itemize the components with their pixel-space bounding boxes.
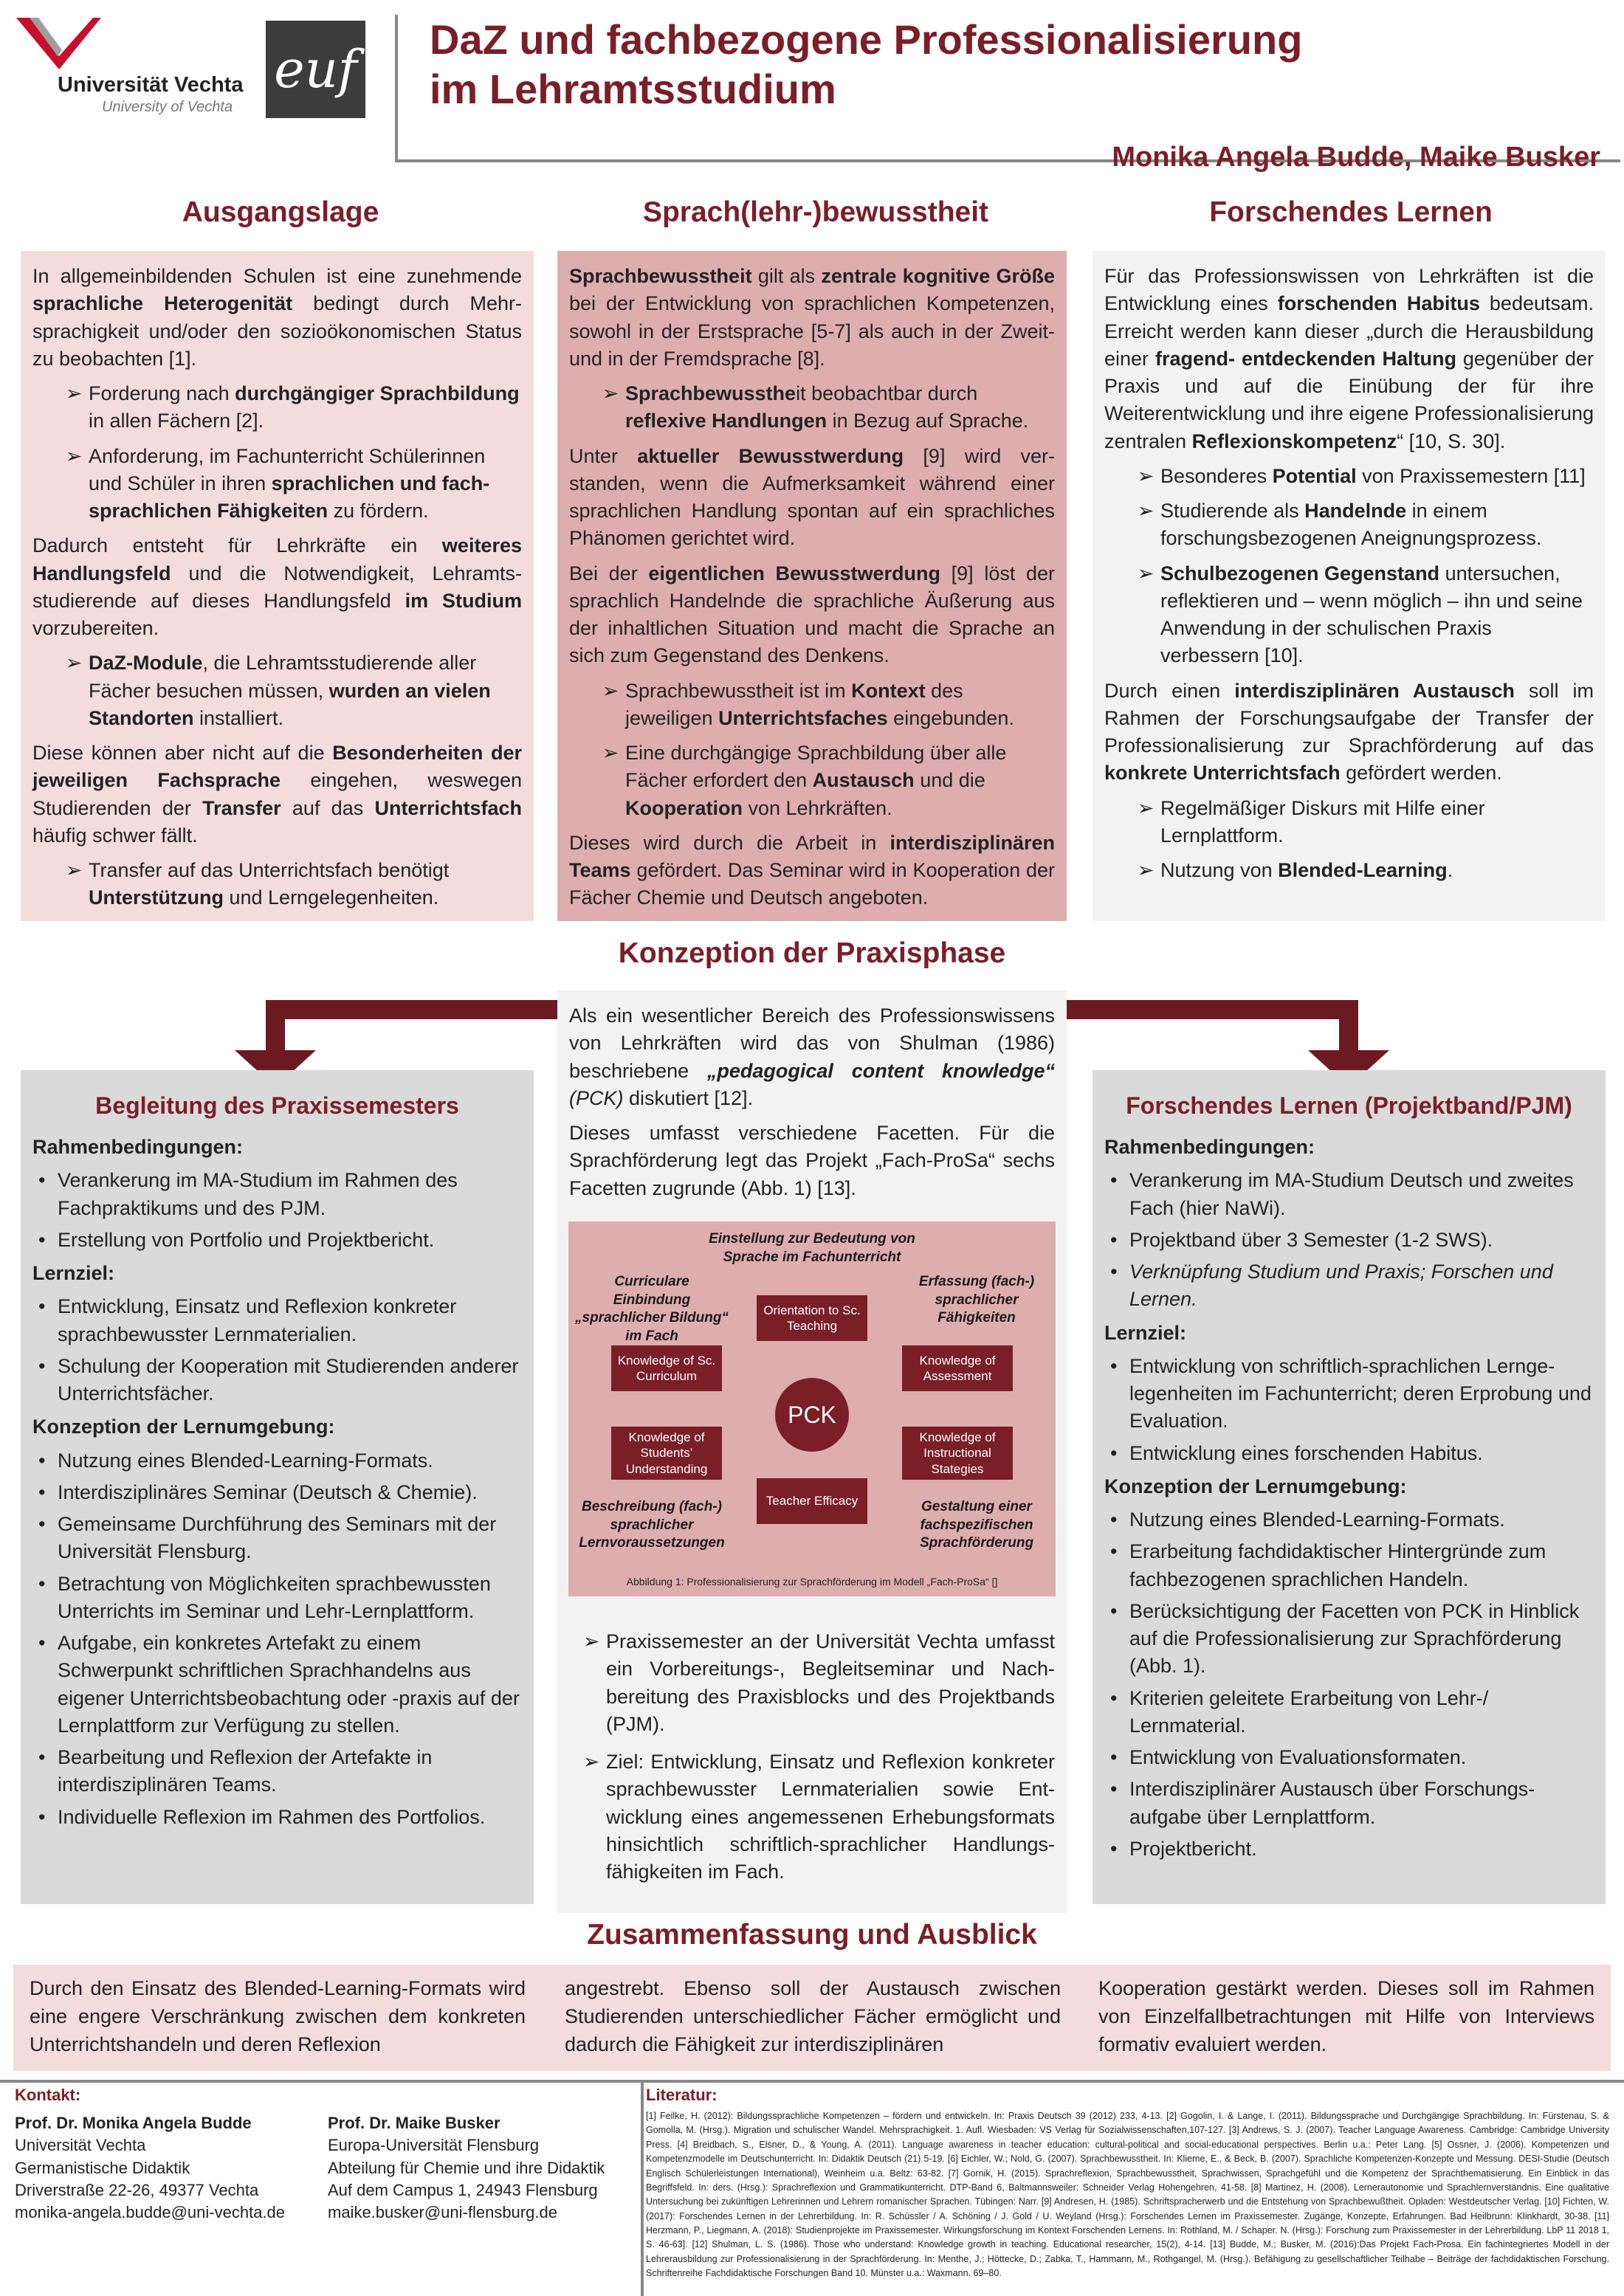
sprachbewusstheit-box [557, 251, 1067, 921]
ausgangslage-paragraph [32, 740, 522, 849]
projektband-heading: Rahmenbedingungen: [1104, 1136, 1315, 1159]
text: Eine durchgängige Sprachbildung über alle Fächer erfordert den [625, 742, 1007, 792]
text: gefördert werden. [1340, 762, 1502, 785]
contact-line: Abteilung für Chemie und ihre Didaktik [328, 2158, 605, 2177]
text: eingehen, weswegen Studierenden der [32, 769, 522, 819]
konzeption-paragraph [569, 1120, 1055, 1202]
text-bold: fragend- entdeckenden Haltung [1155, 347, 1456, 370]
projektband-item: • Projektband über 3 Semester (1-2 SWS). [1104, 1227, 1594, 1254]
text: Unter [569, 444, 638, 467]
forschend-bullet [1104, 857, 1594, 884]
text-bold: Transfer [202, 796, 281, 819]
fig-label-top: Einstellung zur Bedeutung von Sprache im Fachunterricht [709, 1231, 915, 1265]
zusammenfassung-col1: Durch den Einsatz des Blended-Learning-Formats wird eine engere Verschränkung zwischen dem konkreten Unterrichtshandeln und deren Reflexion [30, 1977, 526, 2055]
text-bold: interdisziplinären Teams [569, 831, 1055, 881]
text: Sprachbewusstheit ist im [625, 679, 852, 702]
section-title-forschendes-lernen: Forschendes Lernen [1209, 196, 1493, 228]
text: gegenüber der Praxis und auf die Einübung der für ihre Weiterentwicklung und ihre eigene Professionalisierung zentralen [1104, 347, 1594, 452]
projektband-heading: Konzeption der Lernumgebung: [1104, 1475, 1407, 1497]
projektband-item: • Entwicklung von Evaluationsformaten. [1104, 1744, 1594, 1771]
kontakt-label: Kontakt: [15, 2086, 81, 2104]
text-bold: eigentlichen Bewusstwerdung [648, 562, 941, 585]
node-students: Knowledge of Students’ Understanding [611, 1427, 722, 1480]
text-bold: Sprachbewussthe [625, 382, 796, 404]
contact-name: Prof. Dr. Maike Busker [328, 2114, 500, 2132]
text-bold: Unterrichtsfach [374, 796, 522, 819]
text-bold: sprachlichen und fachsprachlichen Fähigkeiten [89, 472, 490, 522]
text: bei der Entwicklung von sprachlichen Kompetenzen, sowohl in der Erstsprache [5-7] als auch in der Zweit- und in der Fremdsprache [8]. [569, 292, 1055, 370]
text: in allen Fächern [2]. [89, 410, 264, 432]
text: Transfer auf das Unterrichtsfach benötigt [89, 859, 450, 881]
projektband-item: • Nutzung eines Blended-Learning-Formats. [1104, 1506, 1594, 1534]
fig-label-left-top: Curriculare Einbindung „sprachlicher Bildung“ im Fach [575, 1274, 729, 1345]
contact-line: Driverstraße 22-26, 49377 Vechta [15, 2181, 259, 2200]
text: Für das Professionswissen von Lehrkräften ist die Entwicklung eines [1104, 265, 1594, 315]
text: zu fördern. [328, 500, 429, 522]
text: Regelmäßiger Diskurs mit Hilfe einer Lernplattform. [1160, 796, 1485, 847]
text: “ [10, S. 30]. [1397, 430, 1506, 452]
text-bold: interdisziplinären Austausch [1234, 679, 1515, 702]
text-bold: Kooperation [625, 796, 743, 819]
text: häufig schwer fällt. [32, 824, 198, 847]
text-bold: im Studium [405, 589, 522, 612]
projektband-item: • Interdisziplinärer Austausch über Forschungsaufgabe über Lernplattform. [1104, 1776, 1594, 1831]
projektband-item: • Projektbericht. [1104, 1835, 1594, 1863]
text-bold: Unterstützung [89, 886, 224, 909]
pck-figure [568, 1221, 1056, 1596]
poster-title-line1: DaZ und fachbezogene Professionalisierung [430, 16, 1303, 63]
text: eingebunden. [887, 706, 1014, 729]
sprach-bullet [569, 740, 1055, 822]
text-bold: Unterrichtsfaches [718, 706, 888, 729]
zusammenfassung-col3: Kooperation gestärkt werden. Dieses soll im Rahmen von Einzelfallbetrachtungen mit Hilfe von Interviews formativ evaluiert werden. [1098, 1977, 1594, 2055]
projektband-heading: Lernziel: [1104, 1321, 1187, 1344]
text: In allgemeinbildenden Schulen ist eine zunehmende [32, 265, 522, 287]
begleitung-box [21, 1070, 534, 1904]
projektband-item: • Verankerung im MA-Studium Deutsch und zweites Fach (hier NaWi). [1104, 1167, 1594, 1222]
text-bold: DaZ-Module [89, 652, 203, 675]
text-bold: durchgängiger Sprachbildung [235, 382, 520, 404]
contact-line: Universität Vechta [15, 2136, 146, 2155]
begleitung-heading: Lernziel: [32, 1262, 115, 1285]
text: in einem forschungsbezogenen Aneignungsprozess. [1160, 500, 1542, 550]
text-bold: reflexive Handlungen [625, 410, 828, 432]
text-bold: Besonderheiten der jeweiligen Fachsprache [32, 742, 522, 792]
text-bold-italic: „pedagogical content knowledge“ [706, 1059, 1055, 1082]
university-vechta-logo [16, 18, 101, 69]
konzeption-bullet: ➢ Ziel: Entwicklung, Einsatz und Reflexion konkreter sprachbewusster Lernmaterialien sowie Entwicklung eines angemessenen Erhebungsformats hinsichtlich schriftlich-sprachlicher Handlungsfähigkeiten im Fach. [569, 1748, 1055, 1886]
contact-busker [328, 2112, 645, 2224]
begleitung-item: • Betrachtung von Möglichkeiten sprachbewussten Unterrichts im Seminar und Lehr-Lernplattform. [32, 1571, 522, 1626]
ausgangslage-paragraph [32, 532, 522, 642]
node-curriculum: Knowledge of Sc. Curriculum [611, 1345, 722, 1391]
projektband-item: • Berücksichtigung der Facetten von PCK in Hinblick auf die Professionalisierung zur Sprachförderung (Abb. 1). [1104, 1598, 1594, 1680]
begleitung-heading: Konzeption der Lernumgebung: [32, 1416, 335, 1438]
poster-authors: Monika Angela Budde, Maike Busker [1112, 142, 1600, 173]
section-title-sprachbewusstheit: Sprach(lehr-)bewusstheit [642, 196, 989, 228]
contact-line: Europa-Universität Flensburg [328, 2136, 540, 2155]
text-bold: Schulbezogenen Gegenstand [1160, 562, 1440, 585]
contact-line: Germanistische Didaktik [15, 2158, 190, 2177]
contact-email[interactable]: monika-angela.budde@uni-vechta.de [15, 2203, 286, 2222]
node-assessment: Knowledge of Assessment [902, 1345, 1013, 1391]
node-efficacy: Teacher Efficacy [757, 1478, 867, 1524]
projektband-item: • Erarbeitung fachdidaktischer Hintergründe zum fachbezogenen sprachlichen Handeln. [1104, 1538, 1594, 1593]
text: , die Lehramtsstudierende aller Fächer besuchen müssen, [89, 652, 477, 702]
ausgangslage-paragraph [32, 263, 522, 373]
ausgangslage-bullet [32, 443, 522, 525]
forschendes-lernen-box [1093, 251, 1606, 921]
sprach-paragraph [569, 263, 1055, 373]
projektband-title: Forschendes Lernen (Projektband/PJM) [1126, 1092, 1572, 1119]
text: Anforderung, im Fachunterricht Schülerinnen und Schüler in ihren [89, 444, 486, 494]
node-orientation: Orientation to Sc. Teaching [757, 1295, 867, 1341]
text-bold: Sprachbewusstheit [569, 265, 752, 287]
text: Diese können aber nicht auf die [32, 742, 333, 764]
poster-title-line2: im Lehramtsstudium [430, 66, 836, 113]
poster-title [430, 15, 1581, 114]
node-pck: PCK [775, 1378, 849, 1452]
begleitung-item: • Erstellung von Portfolio und Projektbericht. [32, 1227, 522, 1254]
sprach-paragraph [569, 830, 1055, 912]
projektband-item: • Entwicklung von schriftlich-sprachlichen Lerngelegenheiten im Fachunterricht; deren Erprobung und Evaluation. [1104, 1353, 1594, 1435]
text: , wenn die Aufmerksamkeit während einer sprachlichen Handlung spontan auf ein sprachliches Phänomen gerichtet wird. [569, 472, 1055, 550]
projektband-item: • Verknüpfung Studium und Praxis; Forschen und Lernen. [1104, 1258, 1594, 1314]
begleitung-item: • Individuelle Reflexion im Rahmen des Portfolios. [32, 1804, 522, 1831]
section-title-konzeption: Konzeption der Praxisphase [618, 937, 1006, 969]
text-bold: Reflexionskompetenz [1191, 430, 1397, 452]
footer-divider-vertical [641, 2083, 644, 2296]
text: bedingt durch Mehrsprachigkeit und/oder den sozioökonomischen Status zu beobachten [1]. [32, 292, 523, 370]
text: Studierende als [1160, 500, 1305, 522]
text: von Lehrkräften. [743, 796, 892, 819]
text: und Lerngelegenheiten. [223, 886, 439, 909]
text: bedeutsam. Erreicht werden kann dieser „durch die Herausbildung einer [1104, 292, 1594, 370]
text-bold: Kontext [851, 679, 926, 702]
text: [9] löst der sprachlich Handelnde die sprachliche Äußerung aus der inhaltlichen Situation und macht die Sprache an sich zum Gegenstand des Denkens. [569, 562, 1055, 667]
forschend-bullet [1104, 795, 1594, 850]
konzeption-bullets [557, 1616, 1067, 1911]
text: Dieses umfasst verschiedene Facetten. Für die Sprachförderung legt das Projekt „Fach-ProSa“ sechs Facetten zugrunde (Abb. 1) [13]. [569, 1122, 1055, 1199]
text-bold: sprachliche Heterogenität [32, 292, 293, 315]
begleitung-item: • Verankerung im MA-Studium im Rahmen des Fachpraktikums und des PJM. [32, 1167, 522, 1222]
text: it beobachtbar durch [796, 382, 978, 404]
text: Besonderes [1160, 464, 1273, 487]
text: installiert. [193, 706, 284, 729]
contact-line: Auf dem Campus 1, 24943 Flensburg [328, 2181, 598, 2200]
begleitung-item: • Schulung der Kooperation mit Studierenden anderer Unterrichtsfächer. [32, 1353, 522, 1408]
forschend-bullet [1104, 497, 1594, 553]
forschend-bullet [1104, 463, 1594, 490]
text-italic: (PCK) [569, 1086, 624, 1109]
fig-label-right-top: Erfassung (fach-) sprachlicher Fähigkeiten [918, 1274, 1035, 1326]
sprach-bullet [569, 380, 1055, 435]
fig-label-right-bottom: Gestaltung einer fachspezifischen Sprachförderung [919, 1499, 1034, 1551]
ausgangslage-bullet [32, 857, 522, 912]
literatur-label: Literatur: [646, 2086, 718, 2104]
section-title-zusammenfassung: Zusammenfassung und Ausblick [587, 1919, 1037, 1951]
university-subtitle: University of Vechta [102, 99, 233, 115]
text: Dadurch entsteht für Lehrkräfte ein [32, 534, 442, 557]
university-name: Universität Vechta [58, 73, 244, 97]
begleitung-item: • Nutzung eines Blended-Learning-Formats. [32, 1447, 522, 1475]
konzeption-paragraph [569, 1002, 1055, 1112]
fig-label-left-bottom: Beschreibung (fach-) sprachlicher Lernvoraussetzungen [579, 1499, 725, 1551]
text-bold: konkrete Unterrichtsfach [1104, 762, 1341, 785]
begleitung-item: • Interdisziplinäres Seminar (Deutsch & Chemie). [32, 1479, 522, 1506]
forschend-paragraph [1104, 678, 1594, 787]
text: des jeweiligen [625, 679, 963, 729]
figure-caption: Abbildung 1: Professionalisierung zur Sprachförderung im Modell „Fach-ProSa“ [] [626, 1576, 998, 1587]
footer-divider [0, 2080, 1624, 2083]
ausgangslage-bullet [32, 649, 522, 732]
section-title-ausgangslage: Ausgangslage [182, 196, 379, 228]
projektband-item: • Kriterien geleitete Erarbeitung von Lehr-/ Lernmaterial. [1104, 1685, 1594, 1740]
text: Forderung nach [89, 382, 235, 404]
text-bold: Austausch [812, 769, 915, 792]
text: Durch einen [1104, 679, 1235, 702]
text: auf das [281, 796, 375, 819]
text: und die [914, 769, 985, 792]
begleitung-item: • Entwicklung, Einsatz und Reflexion konkreter sprachbewusster Lernmaterialien. [32, 1293, 522, 1348]
node-strategies: Knowledge of Instructional Stategies [902, 1427, 1013, 1480]
begleitung-item: • Bearbeitung und Reflexion der Artefakte in interdisziplinären Teams. [32, 1744, 522, 1799]
begleitung-item: • Aufgabe, ein konkretes Artefakt zu einem Schwerpunkt schriftlichen Sprachhandelns aus eigener Unterrichtsbeobachtung oder -praxis auf der Lernplattform zur Verfügung zu stellen. [32, 1630, 522, 1740]
zusammenfassung-col2: angestrebt. Ebenso soll der Austausch zwischen Studierenden unterschiedlicher Fächer ermöglicht und dadurch die Fähigkeit zur interdisziplinären [565, 1977, 1061, 2055]
projektband-box [1093, 1070, 1606, 1904]
references-text: [1] Feilke, H. (2012): Bildungssprachliche Kompetenzen – fördern und entwickeln. In: Praxis Deutsch 39 (2012) 233, 4-13. [2] Gogolin, I. & Lange, I. (2011). Bildungssprache und Durchgängige Sprachbildung. In: Fürstenau, S. & Gomolla, M. (Hrsg.). Migration und schulischer Wandel. Mehrsprachigkeit. 1. Aufl. Wiesbaden: VS Verlag für Sozialwissenschaften,107-127. [3] Andrews, S. J. (2007). Teacher Language Awareness. Cambridge: Cambridge University Press. [4] Breidbach, S., Elsner, D., & Young, A. (2011). Language awareness in teacher education: cultural-political and social-educational perspectives. Berlin u.a.: Peter Lang. [5] Ossner, J. (2006). Kompetenzen und Kompetenzmodelle im Deutschunterricht. In: Didaktik Deutsch (21) 5-19. [6] Eichler, W.; Nold, G. (2007). Sprachbewusstheit. In: Klieme, E., & Beck, B. (2007). Sprachliche Kompetenzen-Konzepte und Messung. DESI-Studie (Deutsch Englisch Schülerleistungen International), Weinheim u.a. Beltz: 63-82. [7] Gornik, H. (2015). Sprachreflexion, Sprachbewusstheit, Sprachwissen, Sprachgefühl und die Kompetenz der Sprachthematisierung. Ein Einblick in das Begriffsfeld. In: ders. (Hrsg.): Sprachreflexion und Grammatikunterricht. DTP-Band 6, Baltmannsweiler: Schneider Verlag Hohengehren, 41-58. [8] Martinez, H. (2008). Lernerautonomie und Sprachlernverständnis. Eine qualitative Untersuchung bei zukünftigen Lehrerinnen und Lehrern romanischer Sprachen. Tübingen: Narr. [9] Andresen, H. (1985). Schriftspracherwerb und die Entstehung von Sprachbewußtheit. Opladen: Westdeutscher Verlag. [10] Fichten, W. (2017): Forschendes Lernen in der Lehrerbildung. In: R. Schüssler / A. Schöning / J. Gold / U. Weyland (Hrsg.): Forschendes Lernen im Praxissemester. Zugänge, Konzepte, Erfahrungen. Bad Heilbrunn: Klinkhardt, 30-38. [11] Herzmann, P., Liegmann, A. (2018): Studienprojekte im Praxissemester. Wirkungsforschung im Kontext Forschenden Lernens. In: Rothland, M. / Schaper. N. (Hrsg.): Forschung zum Praxissemester in der Lehrerbildung. LbP 11 2018 1, S. 46-63]. [12] Shulman, L. S. (1986). Those who understand: Knowledge growth in teaching. Educational researcher, 15(2), 4-14. [13] Budde, M.; Busker, M. (2016):Das Projekt Fach-Prosa. Ein fachintegriertes Modell in der Lehrerausbildung zur Professionalisierung in der Sprachförderung. In: Menthe, J.; Höttecke, D.; Zabka, T., Hammann, M., Rothgangel, M. (Hrsg.). Befähigung zu gesellschaftlicher Teilhabe – Beiträge der fachdidaktischen Forschung. Schriftenreihe Fachdidaktische Forschungen Band 10. Münster u.a.: Waxmann. 69–80. [646, 2111, 1609, 2279]
sprach-paragraph [569, 560, 1055, 670]
text: [9] wird verstanden [569, 444, 1055, 494]
sprach-paragraph [569, 443, 1055, 553]
text: gefördert. Das Seminar wird in Kooperation der Fächer Chemie und Deutsch angeboten. [569, 859, 1055, 909]
text: diskutiert [12]. [623, 1086, 754, 1109]
text: Dieses wird durch die Arbeit in [569, 831, 890, 854]
text: und die Notwendigkeit, Lehramtsstudierende auf dieses Handlungsfeld [32, 562, 522, 612]
text: vorzubereiten. [32, 617, 159, 639]
begleitung-item: • Gemeinsame Durchführung des Seminars mit der Universität Flensburg. [32, 1511, 522, 1566]
text-bold: Handelnde [1304, 500, 1407, 522]
text-bold: aktueller Bewusstwerdung [637, 444, 904, 467]
forschend-bullet [1104, 560, 1594, 670]
text: soll im Rahmen der Forschungsaufgabe der Transfer der Professionalisierung zur Sprachförderung auf das [1104, 679, 1594, 756]
header-divider-vertical [395, 15, 398, 162]
contact-budde [15, 2112, 332, 2224]
text: Bei der [569, 562, 649, 585]
begleitung-title: Begleitung des Praxissemesters [95, 1092, 459, 1119]
text: in Bezug auf Sprache. [827, 410, 1029, 432]
text: gilt als [751, 265, 822, 287]
text: von Praxissemestern [11] [1356, 464, 1586, 487]
text-bold: weiteres Handlungsfeld [32, 534, 522, 585]
forschend-paragraph [1104, 263, 1594, 455]
text-bold: Potential [1272, 464, 1357, 487]
konzeption-bullet: ➢ Praxissemester an der Universität Vechta umfasst ein Vorbereitungs-, Begleitseminar und Nachbereitung des Praxisblocks und des Projektbands (PJM). [569, 1628, 1055, 1738]
text: . [1447, 859, 1453, 881]
sprach-bullet [569, 678, 1055, 733]
euf-logo: euf [266, 21, 365, 118]
text-bold: forschenden Habitus [1277, 292, 1480, 315]
text: Als ein wesentlicher Bereich des Professionswissens von Lehrkräften wird das von Shulman (1986) beschriebene [569, 1004, 1055, 1082]
contact-name: Prof. Dr. Monika Angela Budde [15, 2114, 252, 2132]
projektband-item: • Entwicklung eines forschenden Habitus. [1104, 1440, 1594, 1467]
text-bold: zentrale kognitive Größe [821, 265, 1055, 287]
contact-email[interactable]: maike.busker@uni-flensburg.de [328, 2203, 557, 2222]
text-bold: wurden an vielen Standorten [89, 679, 491, 729]
text-bold: Blended-Learning [1278, 859, 1448, 881]
begleitung-heading: Rahmenbedingungen: [32, 1136, 243, 1159]
text: untersuchen, reflektieren und – wenn möglich – ihn und seine Anwendung in der schulischen Praxis verbessern [10]. [1160, 562, 1583, 667]
ausgangslage-bullet [32, 380, 522, 435]
text: Nutzung von [1160, 859, 1279, 881]
ausgangslage-box [21, 251, 534, 921]
